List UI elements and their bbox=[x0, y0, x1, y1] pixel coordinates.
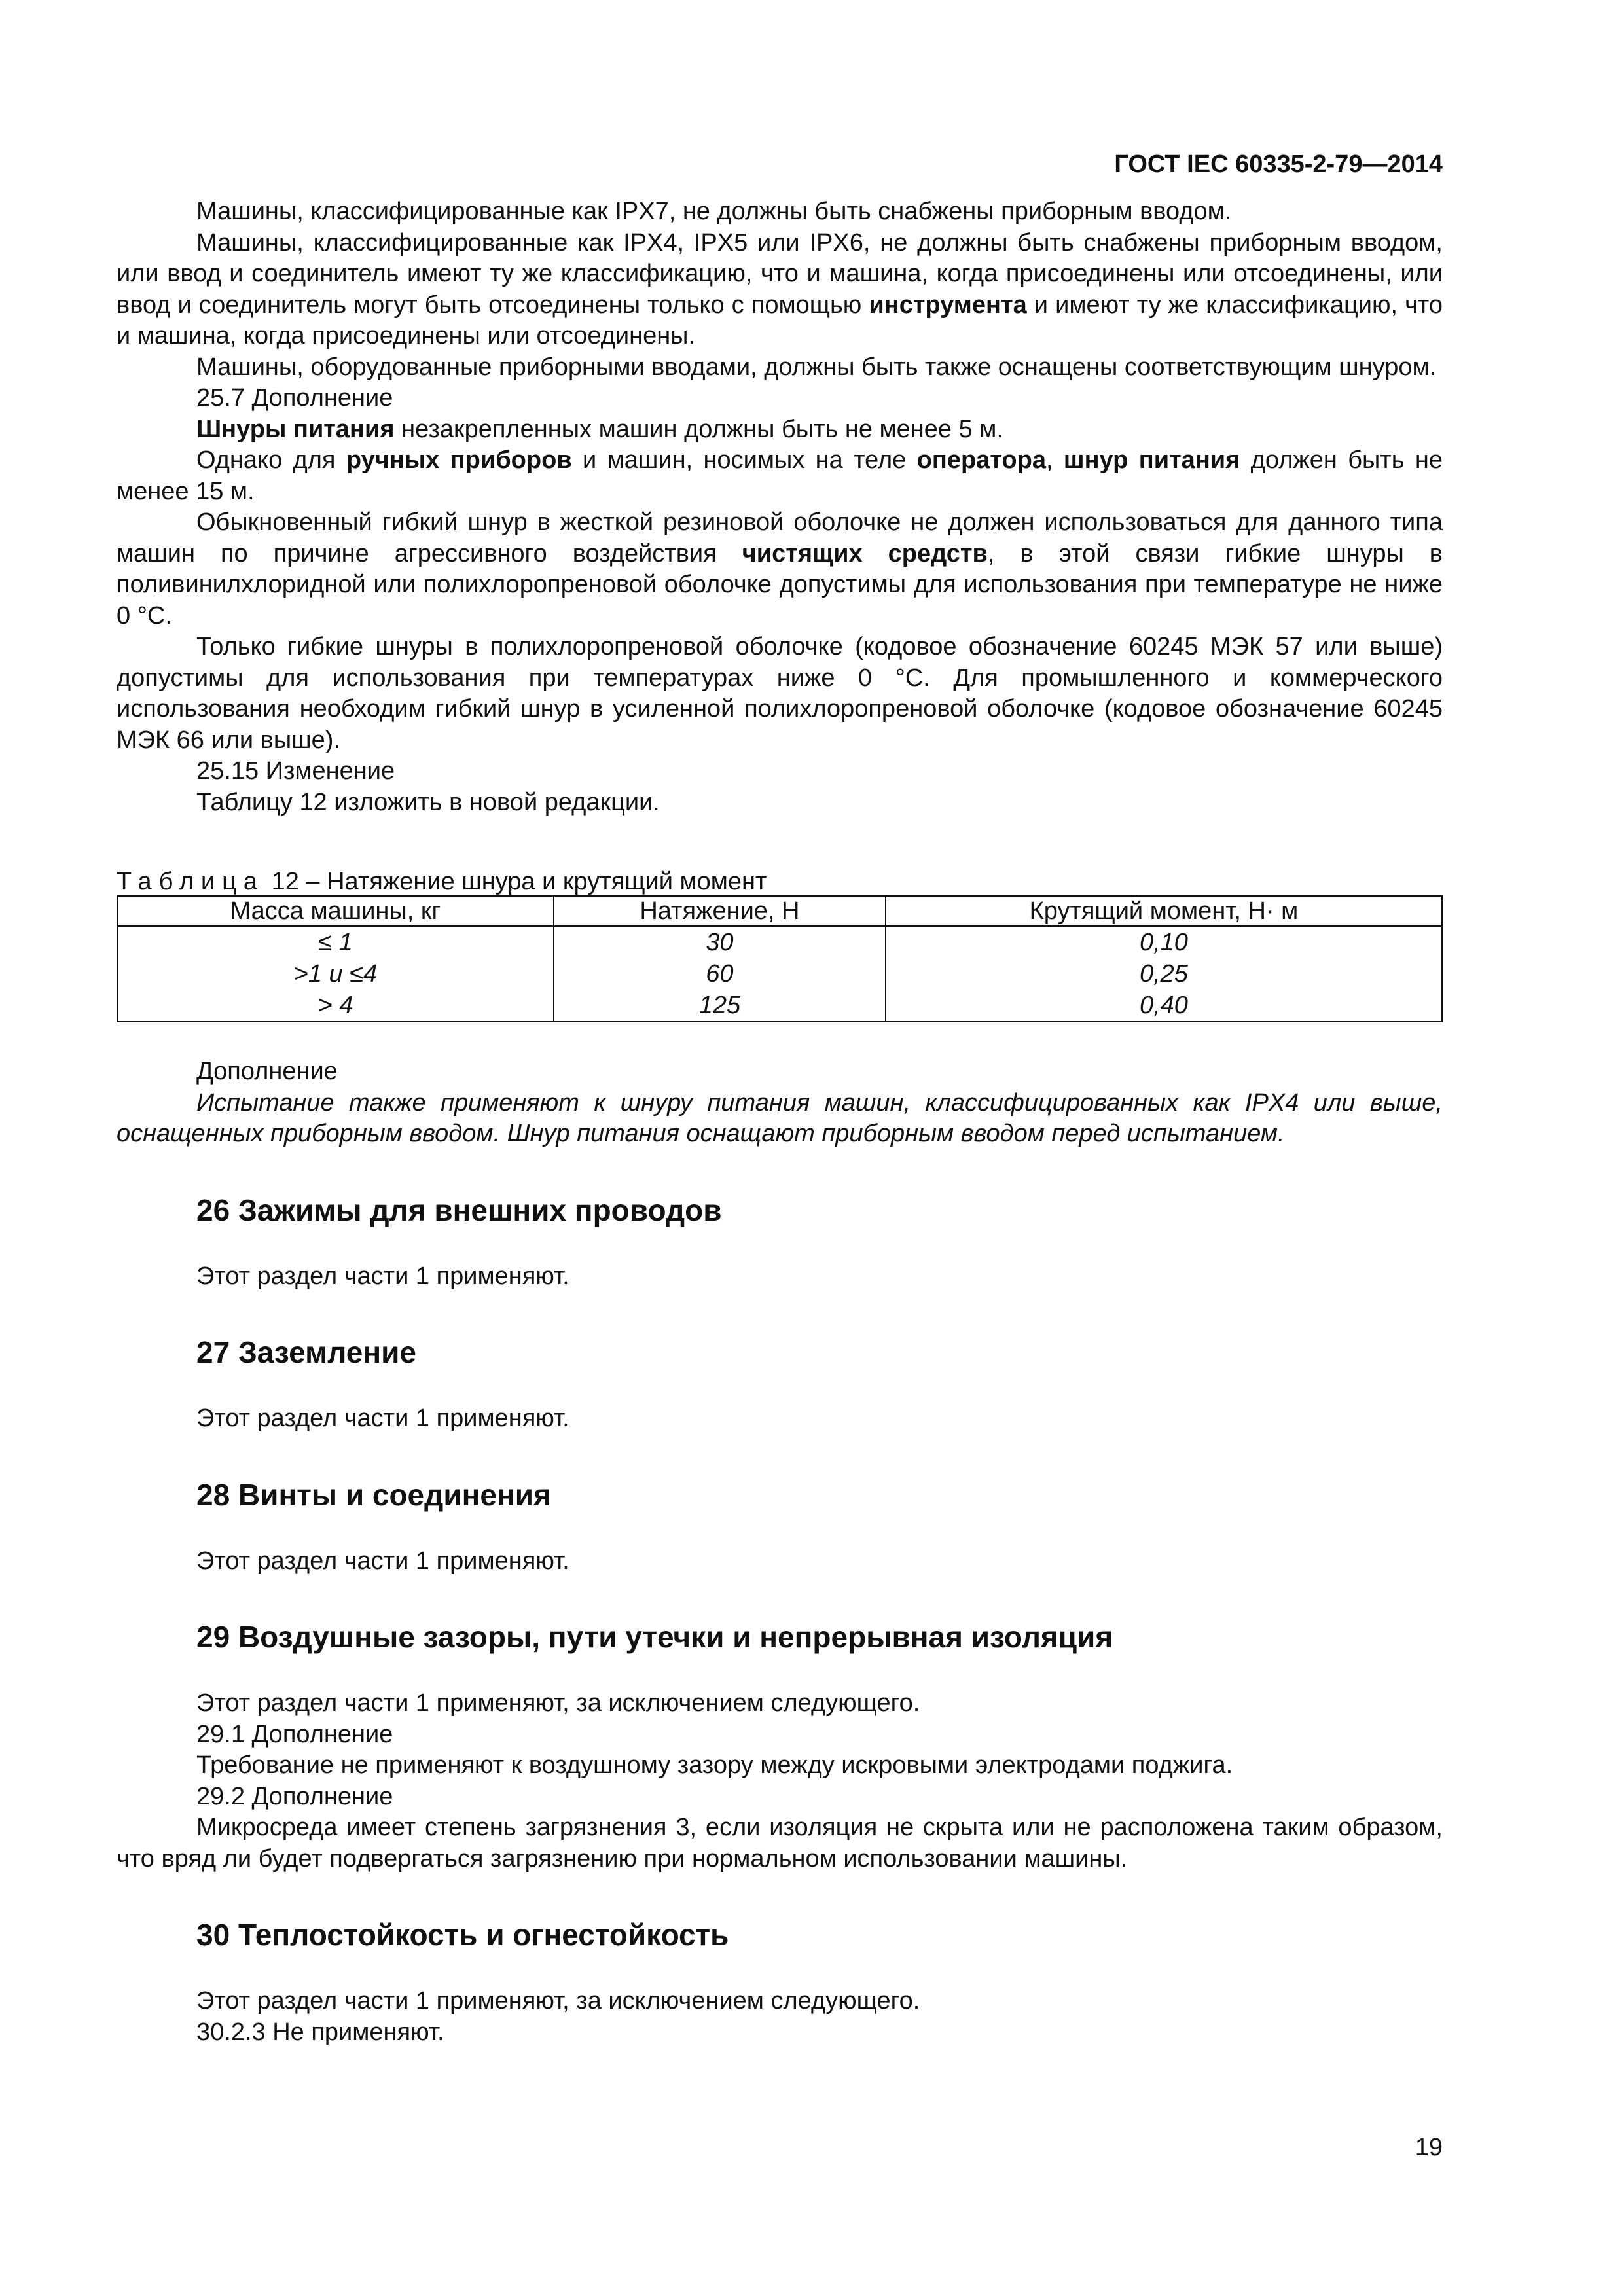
table-cell: 0,25 bbox=[886, 958, 1442, 990]
standard-id: ГОСТ IEC 60335-2-79—2014 bbox=[1114, 151, 1443, 178]
clause-heading: 29.1 Дополнение bbox=[196, 1720, 393, 1748]
paragraph: Таблицу 12 изложить в новой редакции. bbox=[196, 788, 660, 816]
table-cell: 30 bbox=[554, 926, 886, 958]
section-text: Микросреда имеет степень загрязнения 3, если изоляция не скрыта или не расположена таким образом, что вряд ли будет подвергаться загрязнению при нормальном использовании машины. bbox=[117, 1814, 1443, 1873]
section-title: 27 Заземление bbox=[196, 1335, 417, 1369]
section-28 bbox=[117, 1475, 1443, 1577]
section-27 bbox=[117, 1333, 1443, 1435]
addition-text: Испытание также применяют к шнуру питания машин, классифицированных как IPX4 или выше, оснащенных приборным вводом. Шнур питания оснащают приборным вводом перед испытанием. bbox=[117, 1088, 1443, 1147]
table-cell: 0,40 bbox=[886, 990, 1442, 1022]
cord-tension-table bbox=[117, 895, 1443, 1022]
section-29 bbox=[117, 1617, 1443, 1874]
table-cell: 125 bbox=[554, 990, 886, 1022]
table-row bbox=[117, 958, 1442, 990]
section-title: 28 Винты и соединения bbox=[196, 1477, 551, 1512]
paragraph: Обыкновенный гибкий шнур в жесткой резиновой оболочке не должен использоваться для данного типа машин по причине агрессивного воздействия чистящих средств, в этой связи гибкие шнуры в поливинилхлоридной или полихлоропреновой оболочке допустимы для использования при температуре не ниже 0 °С. bbox=[117, 509, 1443, 630]
table-header: Натяжение, Н bbox=[554, 896, 886, 926]
page-number: 19 bbox=[1415, 2134, 1443, 2161]
addition-title: Дополнение bbox=[196, 1058, 338, 1085]
clause-heading: 25.7 Дополнение bbox=[196, 384, 393, 412]
section-text: Этот раздел части 1 применяют. bbox=[196, 1547, 569, 1575]
section-title: 26 Зажимы для внешних проводов bbox=[196, 1193, 722, 1227]
paragraph: Машины, оборудованные приборными вводами, должны быть также оснащены соответствующим шнуром. bbox=[196, 353, 1437, 381]
section-text: Этот раздел части 1 применяют. bbox=[196, 1405, 569, 1432]
table-cell: 60 bbox=[554, 958, 886, 990]
section-text: Требование не применяют к воздушному зазору между искровыми электродами поджига. bbox=[196, 1751, 1233, 1779]
table-caption: Таблица 12 – Натяжение шнура и крутящий момент bbox=[117, 868, 767, 895]
table-cell: 0,10 bbox=[886, 926, 1442, 958]
document-page bbox=[117, 148, 1443, 2048]
section-text: Этот раздел части 1 применяют, за исключением следующего. bbox=[196, 1987, 920, 2015]
table-row bbox=[117, 990, 1442, 1022]
table-cell: >1 и ≤4 bbox=[117, 958, 554, 990]
section-title: 29 Воздушные зазоры, пути утечки и непрерывная изоляция bbox=[196, 1620, 1113, 1654]
table-header: Масса машины, кг bbox=[117, 896, 554, 926]
addition-block bbox=[117, 1056, 1443, 1150]
table-cell: > 4 bbox=[117, 990, 554, 1022]
paragraph: Только гибкие шнуры в полихлоропреновой оболочке (кодовое обозначение 60245 МЭК 57 или выше) допустимы для использования при температурах ниже 0 °С. Для промышленного и коммерческого использования необходим гибкий шнур в усиленной полихлоропреновой оболочке (кодовое обозначение 60245 МЭК 66 или выше). bbox=[117, 633, 1443, 754]
clause-heading: 25.15 Изменение bbox=[196, 757, 395, 785]
table-row bbox=[117, 926, 1442, 958]
section-30 bbox=[117, 1915, 1443, 2048]
table-label: Таблица bbox=[117, 868, 264, 895]
table-header: Крутящий момент, Н· м bbox=[886, 896, 1442, 926]
clause-heading: 29.2 Дополнение bbox=[196, 1782, 393, 1810]
section-26 bbox=[117, 1191, 1443, 1293]
table-cell: ≤ 1 bbox=[117, 926, 554, 958]
paragraph: Машины, классифицированные как IPX7, не должны быть снабжены приборным вводом. bbox=[196, 198, 1232, 225]
clause-heading: 30.2.3 Не применяют. bbox=[196, 2018, 444, 2046]
section-text: Этот раздел части 1 применяют, за исключением следующего. bbox=[196, 1689, 920, 1717]
section-text: Этот раздел части 1 применяют. bbox=[196, 1262, 569, 1290]
paragraph: Машины, классифицированные как IPX4, IPX5 или IPX6, не должны быть снабжены приборным вводом, или ввод и соединитель имеют ту же классификацию, что и машина, когда присоединены или отсоединены, или ввод и соединитель могут быть отсоединены только с помощью инструмента и имеют ту же классификацию, что и машина, когда присоединены или отсоединены. bbox=[117, 228, 1443, 350]
paragraph: Однако для ручных приборов и машин, носимых на теле оператора, шнур питания должен быть не менее 15 м. bbox=[117, 446, 1443, 505]
section-title: 30 Теплостойкость и огнестойкость bbox=[196, 1918, 729, 1952]
paragraph: Шнуры питания незакрепленных машин должны быть не менее 5 м. bbox=[196, 415, 1003, 443]
